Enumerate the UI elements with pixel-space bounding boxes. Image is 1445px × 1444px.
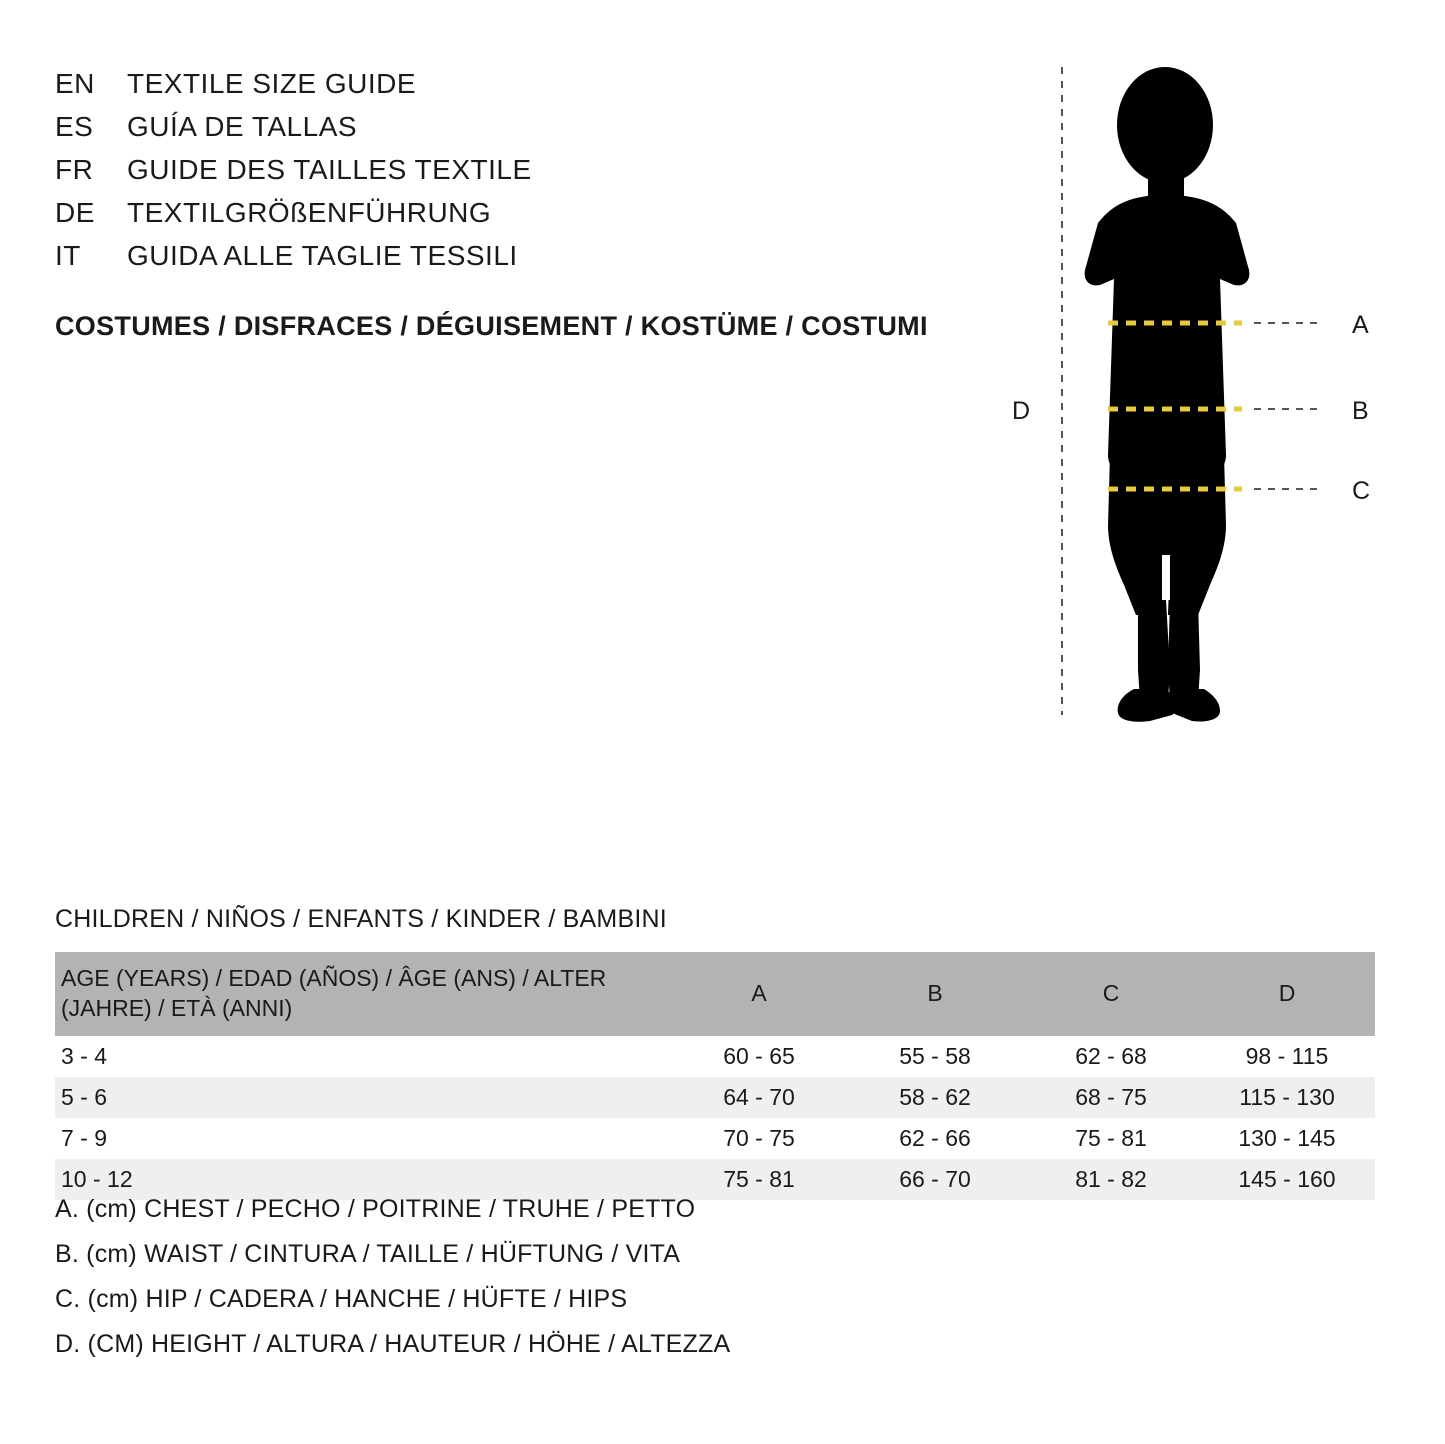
table-header-row: [55, 952, 1375, 1036]
cell-age: 3 - 4: [55, 1036, 671, 1077]
table-row: [55, 1077, 1375, 1118]
language-code: FR: [55, 154, 94, 185]
column-header-a: A: [671, 952, 847, 1036]
language-row-es: [55, 111, 975, 154]
table-heading: CHILDREN / NIÑOS / ENFANTS / KINDER / BAMBINI: [55, 905, 667, 933]
column-header-b: B: [847, 952, 1023, 1036]
language-row-en: [55, 68, 975, 111]
column-header-c: C: [1023, 952, 1199, 1036]
legend-item-b: B. (cm) WAIST / CINTURA / TAILLE / HÜFTUNG / VITA: [55, 1240, 681, 1268]
silhouette-body: [1085, 67, 1250, 722]
marker-label-d: D: [1012, 397, 1031, 425]
cell-height: 98 - 115: [1199, 1036, 1375, 1077]
cell-age: 7 - 9: [55, 1118, 671, 1159]
marker-label-c: C: [1352, 477, 1371, 505]
language-title: TEXTILGRÖßENFÜHRUNG: [127, 197, 492, 228]
cell-height: 115 - 130: [1199, 1077, 1375, 1118]
table-header: [55, 952, 1375, 1036]
child-silhouette-icon: [990, 55, 1410, 735]
measurement-diagram: [990, 55, 1410, 735]
language-row-it: [55, 240, 975, 283]
table-body: [55, 1036, 1375, 1200]
size-table: [55, 952, 1375, 1200]
size-table-section: [55, 905, 1375, 1200]
table-row: [55, 1036, 1375, 1077]
cell-hip: 75 - 81: [1023, 1118, 1199, 1159]
language-row-de: [55, 197, 975, 240]
language-title: TEXTILE SIZE GUIDE: [127, 68, 417, 99]
language-code: IT: [55, 240, 81, 271]
legend-item-a: A. (cm) CHEST / PECHO / POITRINE / TRUHE / PETTO: [55, 1195, 696, 1223]
legend-item-d: D. (CM) HEIGHT / ALTURA / HAUTEUR / HÖHE / ALTEZZA: [55, 1330, 731, 1358]
language-title: GUIDE DES TAILLES TEXTILE: [127, 154, 532, 185]
cell-chest: 64 - 70: [671, 1077, 847, 1118]
cell-hip: 62 - 68: [1023, 1036, 1199, 1077]
measurement-legend: [55, 1195, 1055, 1375]
cell-age: 10 - 12: [55, 1159, 671, 1200]
cell-chest: 70 - 75: [671, 1118, 847, 1159]
cell-hip: 81 - 82: [1023, 1159, 1199, 1200]
language-title: GUÍA DE TALLAS: [127, 111, 358, 142]
cell-waist: 66 - 70: [847, 1159, 1023, 1200]
table-row: [55, 1159, 1375, 1200]
cell-height: 145 - 160: [1199, 1159, 1375, 1200]
language-header-block: [55, 68, 975, 342]
legend-item-c: C. (cm) HIP / CADERA / HANCHE / HÜFTE / HIPS: [55, 1285, 628, 1313]
language-row-fr: [55, 154, 975, 197]
cell-hip: 68 - 75: [1023, 1077, 1199, 1118]
cell-chest: 60 - 65: [671, 1036, 847, 1077]
cell-height: 130 - 145: [1199, 1118, 1375, 1159]
language-code: ES: [55, 111, 94, 142]
language-code: DE: [55, 197, 95, 228]
language-title: GUIDA ALLE TAGLIE TESSILI: [127, 240, 518, 271]
cell-waist: 62 - 66: [847, 1118, 1023, 1159]
table-row: [55, 1118, 1375, 1159]
category-line: COSTUMES / DISFRACES / DÉGUISEMENT / KOSTÜME / COSTUMI: [55, 311, 928, 341]
marker-label-a: A: [1352, 311, 1369, 339]
cell-age: 5 - 6: [55, 1077, 671, 1118]
cell-waist: 55 - 58: [847, 1036, 1023, 1077]
marker-label-b: B: [1352, 397, 1369, 425]
cell-chest: 75 - 81: [671, 1159, 847, 1200]
language-code: EN: [55, 68, 95, 99]
column-header-age: AGE (YEARS) / EDAD (AÑOS) / ÂGE (ANS) / ALTER (JAHRE) / ETÀ (ANNI): [55, 952, 671, 1036]
cell-waist: 58 - 62: [847, 1077, 1023, 1118]
column-header-d: D: [1199, 952, 1375, 1036]
